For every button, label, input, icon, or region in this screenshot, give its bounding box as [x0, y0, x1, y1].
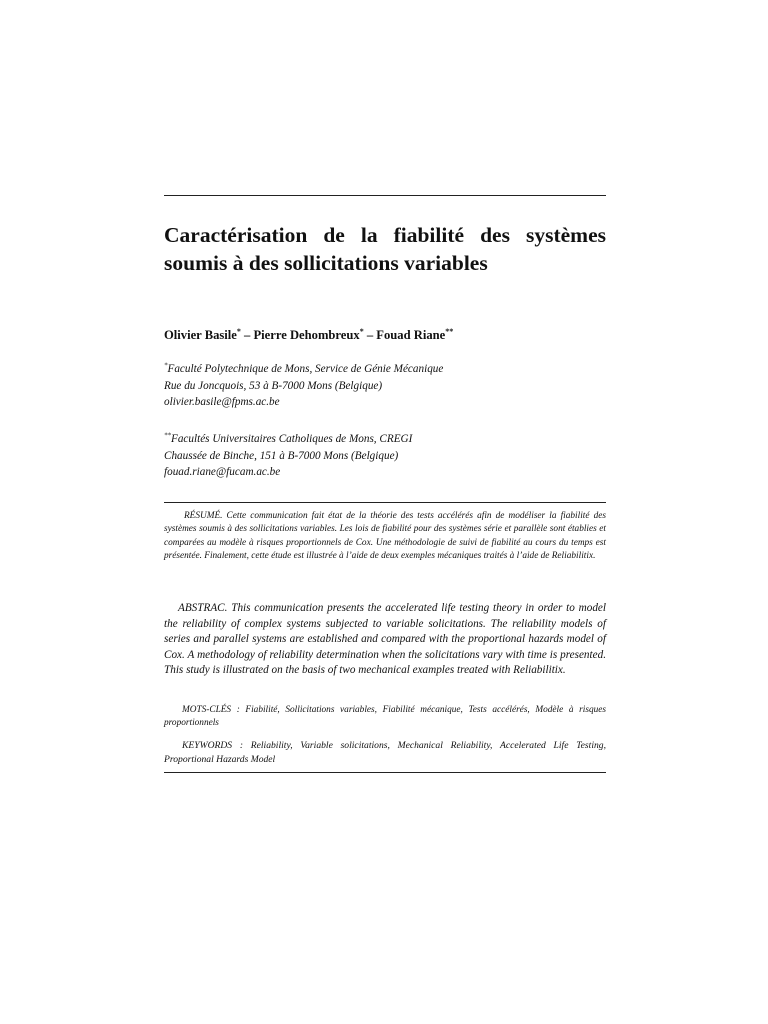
affiliation-line — [164, 361, 606, 378]
author-mark: * — [236, 326, 241, 336]
affiliation-line — [164, 431, 606, 448]
affiliation-email: fouad.riane@fucam.ac.be — [164, 466, 281, 478]
author-separator: – — [363, 328, 377, 342]
author-name: Olivier Basile — [164, 328, 237, 342]
author-mark: * — [359, 326, 364, 336]
keywords-paragraph: KEYWORDS : Reliability, Variable solicitations, Mechanical Reliability, Accelerated Life Testing, Proportional Hazards Model — [164, 740, 606, 765]
affiliation-institution: Faculté Polytechnique de Mons, Service de Génie Mécanique — [167, 363, 444, 375]
paper-title: Caractérisation de la fiabilité des systèmes soumis à des sollicitations variables — [164, 223, 606, 275]
affiliation-institution: Facultés Universitaires Catholiques de Mons, CREGI — [171, 433, 413, 445]
abstract-paragraph: ABSTRAC. This communication presents the accelerated life testing theory in order to model the reliability of complex systems subjected to variable solicitations. The reliability models of series and parallel systems are established and compared with the proportional hazards model of Cox. A methodology of reliability determination when the solicitations vary with time is presented. This study is illustrated on the basis of two mechanical examples treated with Reliabilitix. — [164, 602, 606, 677]
author-name: Fouad Riane — [376, 328, 446, 342]
affiliation-mark: ** — [164, 431, 171, 440]
author-separator: – — [240, 328, 254, 342]
abstract-top-rule — [164, 502, 606, 503]
author-name: Pierre Dehombreux — [253, 328, 360, 342]
abstract-bottom-rule — [164, 772, 606, 773]
top-rule — [164, 195, 606, 196]
mots-cles-paragraph: MOTS-CLÉS : Fiabilité, Sollicitations variables, Fiabilité mécanique, Tests accélérés, Modèle à risques proportionnels — [164, 705, 606, 729]
affiliation-1 — [164, 361, 606, 411]
affiliation-2 — [164, 431, 606, 481]
author-list — [164, 327, 606, 343]
author-mark: ** — [445, 326, 454, 336]
affiliation-email: olivier.basile@fpms.ac.be — [164, 396, 280, 408]
affiliation-address: Rue du Joncquois, 53 à B-7000 Mons (Belgique) — [164, 379, 383, 392]
affiliation-address: Chaussée de Binche, 151 à B-7000 Mons (Belgique) — [164, 449, 399, 462]
resume-paragraph: RÉSUMÉ. Cette communication fait état de la théorie des tests accélérés afin de modéliser la fiabilité des systèmes soumis à des sollicitations variables. Les lois de fiabilité pour des systèmes série et parallèle sont établies et comparées au modèle à risques proportionnels de Cox. Une méthodologie de suivi de fiabilité au cours du temps est présentée. Finalement, cette étude est illustrée à l’aide de deux exemples mécaniques traités à l’aide de Reliabilitix. — [164, 511, 606, 562]
affiliation-mark: * — [164, 361, 168, 370]
